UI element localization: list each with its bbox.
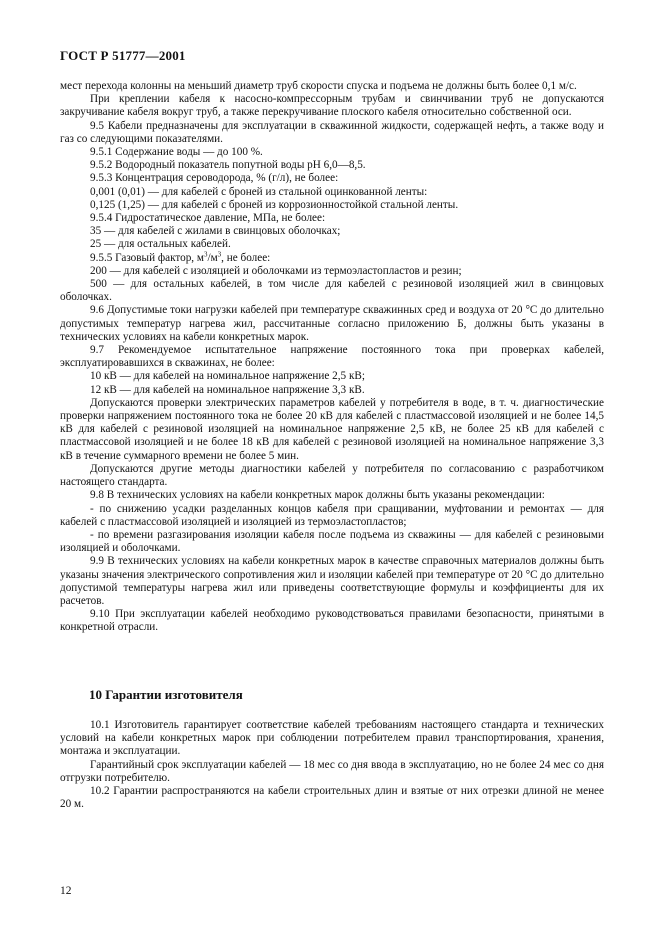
paragraph: - по времени разгазирования изоляции кабеля после подъема из скважины — для кабелей с резиновыми изоляцией и оболочками. <box>60 528 604 555</box>
section-10-heading: 10 Гарантии изготовителя <box>89 687 243 702</box>
paragraph: 9.5.4 Гидростатическое давление, МПа, не более: <box>90 212 326 225</box>
paragraph: 9.7 Рекомендуемое испытательное напряжение постоянного тока при проверках кабелей, эксплуатировавшихся в скважинах, не более: <box>60 344 604 370</box>
paragraph: 200 — для кабелей с изоляцией и оболочками из термоэластопластов и резин; <box>90 264 462 277</box>
paragraph: 9.9 В технических условиях на кабели конкретных марок в качестве справочных материалов должны быть указаны значения электрического сопротивления жил и изоляции кабелей при температуре от 20 °С до длительно допустимой температуры нагрева жил или приведены соответствующие формулы и коэффициенты для их расчетов. <box>60 555 604 607</box>
paragraph: Гарантийный срок эксплуатации кабелей — 18 мес со дня ввода в эксплуатацию, но не более 24 мес со дня отгрузки потребителю. <box>60 758 604 784</box>
gas-factor-suffix: , не более: <box>221 251 271 264</box>
paragraph: 9.8 В технических условиях на кабели конкретных марок должны быть указаны рекомендации: <box>90 489 545 502</box>
section-10-text <box>60 719 604 811</box>
paragraph: - по снижению усадки разделанных концов кабеля при сращивании, муфтовании и ремонтах — для кабелей с пластмассовой изоляцией и изоляцией из термоэластопластов; <box>60 502 604 528</box>
paragraph: 25 — для остальных кабелей. <box>90 238 231 251</box>
superscript: 3 <box>217 249 222 258</box>
paragraph: 9.5.3 Концентрация сероводорода, % (г/л), не более: <box>90 172 339 185</box>
document-header: ГОСТ Р 51777—2001 <box>60 48 186 63</box>
paragraph: 10.2 Гарантии распространяются на кабели строительных длин и взятые от них отрезки длиной не менее 20 м. <box>60 785 604 811</box>
paragraph: Допускаются другие методы диагностики кабелей у потребителя по согласованию с разработчиком настоящего стандарта. <box>60 462 604 489</box>
paragraph: При креплении кабеля к насосно-компрессорным трубам и свинчивании труб не допускаются закручивание кабеля вокруг труб, а также перекручивание плоского кабеля относительно собственной оси. <box>60 93 604 119</box>
paragraph: 9.6 Допустимые токи нагрузки кабелей при температуре скважинных сред и воздуха от 20 °С до длительно допустимых температур нагрева жил, рассчитанные согласно приложению Б, должны быть указаны в технических условиях на кабели конкретных марок. <box>60 304 604 343</box>
paragraph: мест перехода колонны на меньший диаметр труб скорости спуска и подъема не должны быть более 0,1 м/с. <box>60 80 577 92</box>
paragraph: 12 кВ — для кабелей на номинальное напряжение 3,3 кВ. <box>90 383 365 396</box>
paragraph: 9.5.2 Водородный показатель попутной воды pH 6,0—8,5. <box>90 159 366 172</box>
paragraph: 9.10 При эксплуатации кабелей необходимо руководствоваться правилами безопасности, принятыми в конкретной отрасли. <box>60 608 604 634</box>
superscript: 3 <box>203 249 208 258</box>
gas-factor-paragraph <box>60 249 604 265</box>
paragraph: 9.5.1 Содержание воды — до 100 %. <box>90 146 263 159</box>
page-number: 12 <box>60 885 72 897</box>
paragraph: 35 — для кабелей с жилами в свинцовых оболочках; <box>90 225 341 238</box>
paragraph: 10.1 Изготовитель гарантирует соответствие кабелей требованиям настоящего стандарта и технических условий на кабели конкретных марок при соблюдении потребителем правил транспортирования, хранения, монтажа и эксплуатации. <box>60 719 604 758</box>
paragraph: 500 — для остальных кабелей, в том числе для кабелей с резиновой изоляцией жил в свинцовых оболочках. <box>60 278 604 304</box>
section-9-text <box>60 80 604 635</box>
paragraph: 0,001 (0,01) — для кабелей с броней из стальной оцинкованной ленты: <box>90 185 428 198</box>
paragraph: 10 кВ — для кабелей на номинальное напряжение 2,5 кВ; <box>90 370 365 383</box>
gas-factor-mid: /м <box>207 251 218 264</box>
paragraph: Допускаются проверки электрических параметров кабелей у потребителя в воде, в т. ч. диагностические проверки напряжением постоянного тока не более 20 кВ для кабелей с пластмассовой изоляцией и не более 14,5 кВ для кабелей с резиновой изоляцией на номинальное напряжение 2,5 кВ, не более 25 кВ для кабелей с пластмассовой изоляцией и не более 18 кВ для кабелей с резиновой изоляцией на номинальное напряжение 3,3 кВ в течение суммарного времени не более 5 мин. <box>60 396 604 462</box>
paragraph: 0,125 (1,25) — для кабелей с броней из коррозионностойкой стальной ленты. <box>90 198 459 211</box>
gas-factor-prefix: 9.5.5 Газовый фактор, м <box>90 251 204 264</box>
paragraph: 9.5 Кабели предназначены для эксплуатации в скважинной жидкости, содержащей нефть, а также воду и газ со следующими показателями. <box>60 119 604 145</box>
